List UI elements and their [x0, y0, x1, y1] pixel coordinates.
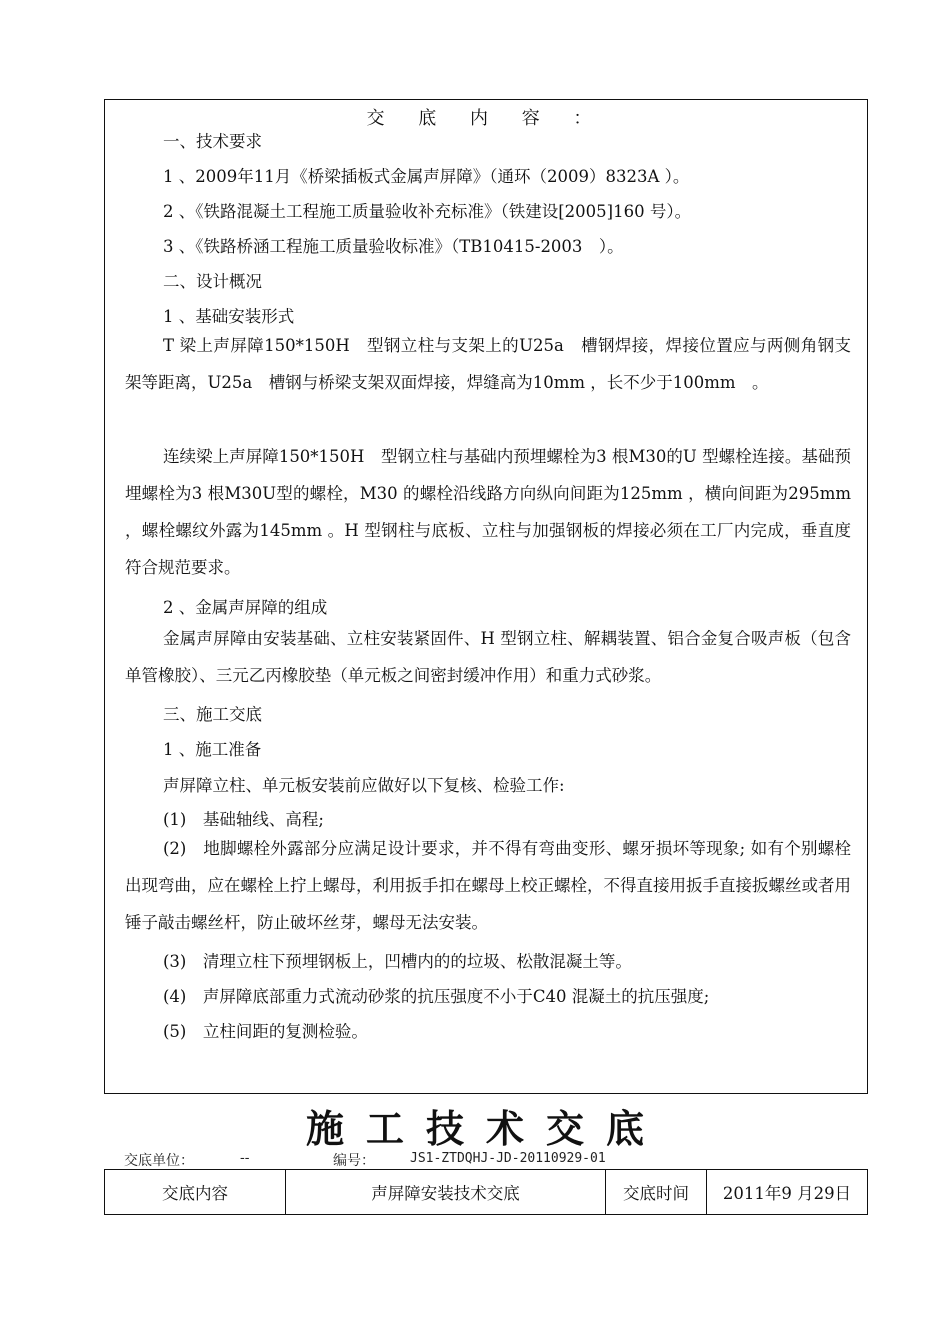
section-heading-design: 二、设计概况 [163, 272, 262, 291]
tech-item-3: 3 、《铁路桥涵工程施工质量验收标准》（TB10415-2003 ）。 [163, 237, 624, 256]
paragraph-composition: 金属声屏障由安装基础、立柱安装紧固件、H 型钢立柱、解耦装置、铝合金复合吸声板（包含单管橡胶）、三元乙丙橡胶垫（单元板之间密封缓冲作用）和重力式砂浆。 [125, 629, 851, 685]
prep-item-1: (1) 基础轴线、高程; [163, 810, 324, 829]
unit-label: 交底单位： [124, 1153, 194, 1169]
number-label: 编号： [333, 1153, 375, 1169]
prep-item-5: (5) 立柱间距的复测检验。 [163, 1022, 368, 1041]
page-title: 施工技术交底 [305, 1106, 666, 1151]
tech-item-2: 2 、《铁路混凝土工程施工质量验收补充标准》（铁建设[2005]160 号）。 [163, 202, 692, 221]
content-value-cell: 声屏障安装技术交底 [286, 1170, 606, 1214]
box-title: 交 底 内 容 ： [366, 108, 606, 129]
info-table [104, 1169, 868, 1215]
section-heading-tech: 一、技术要求 [163, 132, 262, 151]
section-heading-construction: 三、施工交底 [163, 705, 262, 724]
content-label-cell: 交底内容 [105, 1170, 286, 1214]
paragraph-t-beam: T 梁上声屏障150*150H 型钢立柱与支架上的U25a 槽钢焊接，焊接位置应与两侧角钢支架等距离，U25a 槽钢与桥梁支架双面焊接，焊缝高为10mm ，长不少于100mm 。 [125, 336, 851, 392]
time-label-cell: 交底时间 [606, 1170, 707, 1214]
prep-item-4: (4) 声屏障底部重力式流动砂浆的抗压强度不小于C40 混凝土的抗压强度; [163, 987, 710, 1006]
number-value: JS1-ZTDQHJ-JD-20110929-01 [410, 1151, 606, 1166]
design-item-1: 1 、基础安装形式 [163, 307, 295, 326]
paragraph-continuous-beam: 连续梁上声屏障150*150H 型钢立柱与基础内预埋螺栓为3 根M30的U 型螺栓连接。基础预埋螺栓为3 根M30U型的螺栓，M30 的螺栓沿线路方向纵向间距为125mm ，横向间距为295mm ，螺栓螺纹外露为145mm 。H 型钢柱与底板、立柱与加强钢板的焊接必须在工厂内完成，垂直度符合规范要求。 [125, 447, 851, 577]
tech-item-1: 1 、2009年11月《桥梁插板式金属声屏障》（通环（2009）8323A ）。 [163, 167, 690, 186]
prep-item-3: (3) 清理立柱下预埋钢板上，凹槽内的的垃圾、松散混凝土等。 [163, 952, 632, 971]
prep-intro: 声屏障立柱、单元板安装前应做好以下复核、检验工作: [163, 776, 565, 795]
content-box [104, 99, 868, 1094]
unit-value: -- [240, 1150, 250, 1166]
prep-item-2: (2) 地脚螺栓外露部分应满足设计要求，并不得有弯曲变形、螺牙损坏等现象; 如有个别螺栓出现弯曲，应在螺栓上拧上螺母，利用扳手扣在螺母上校正螺栓，不得直接用扳手直接扳螺丝或者用锤子敲击螺丝杆，防止破坏丝芽，螺母无法安装。 [125, 839, 851, 932]
time-value-cell: 2011年9 月29日 [722, 1184, 852, 1203]
design-item-2: 2 、金属声屏障的组成 [163, 598, 328, 617]
construction-item-1: 1 、施工准备 [163, 740, 262, 759]
